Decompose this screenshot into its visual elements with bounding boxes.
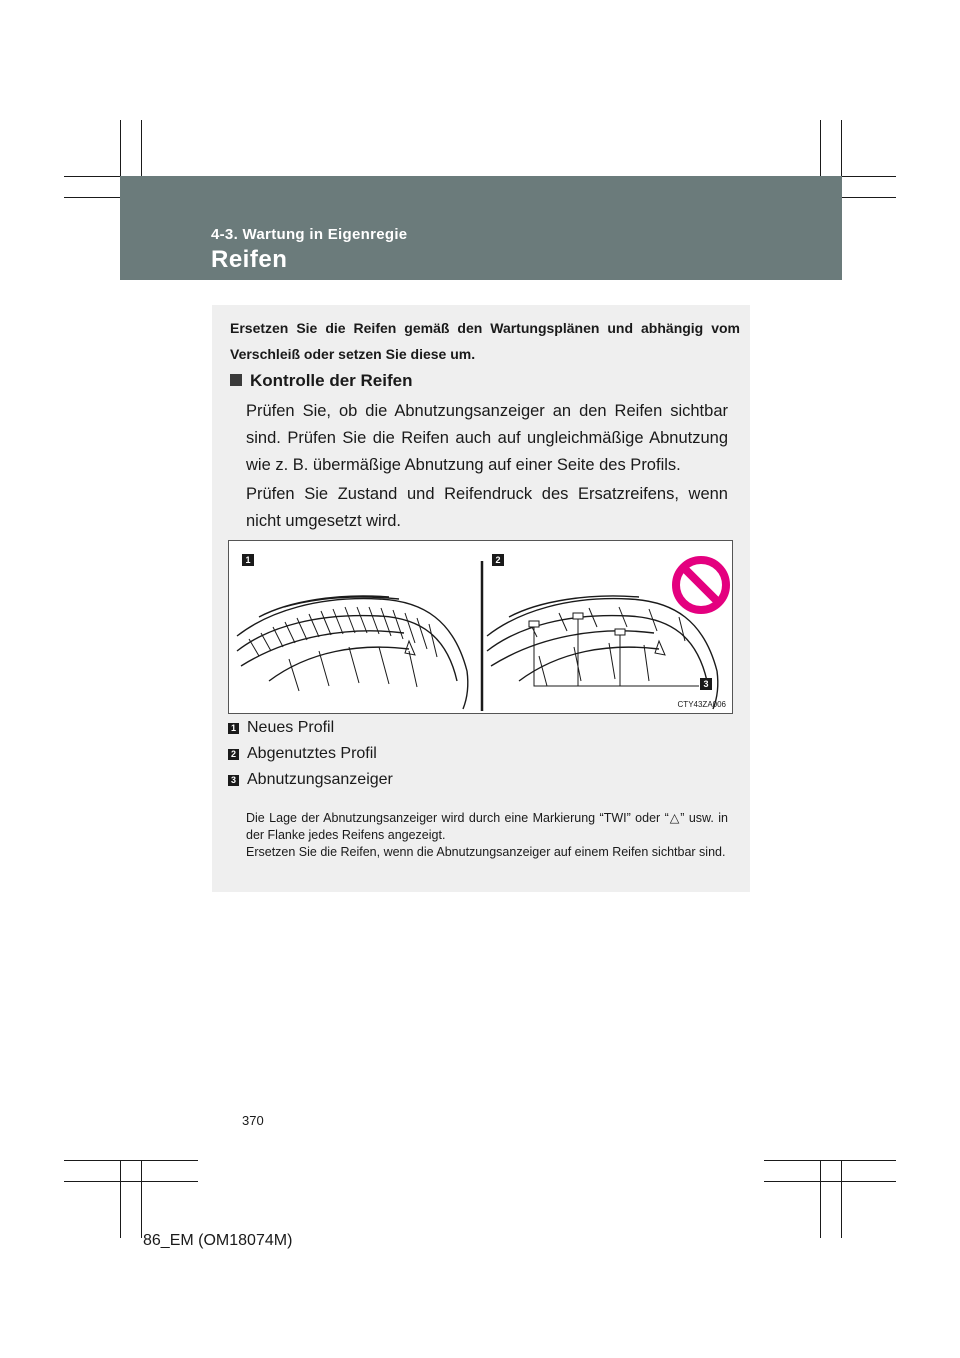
no-entry-icon — [676, 560, 726, 610]
crop-mark — [764, 1181, 896, 1182]
legend-label-1: Neues Profil — [247, 719, 335, 736]
page-number: 370 — [242, 1113, 264, 1128]
note-line-2: Ersetzen Sie die Reifen, wenn die Abnutzungsanzeiger auf einem Reifen sichtbar sind. — [246, 845, 726, 859]
document-code: 86_EM (OM18074M) — [143, 1232, 293, 1249]
twi-mark — [405, 641, 415, 655]
legend-item-1 — [228, 719, 334, 737]
crop-mark — [120, 1160, 121, 1238]
subheading — [230, 371, 412, 391]
paragraph-spare-tire: Prüfen Sie Zustand und Reifendruck des Ersatzreifens, wenn nicht umgesetzt wird. — [246, 485, 728, 530]
crop-mark — [764, 1160, 896, 1161]
indicator-leader — [534, 627, 699, 686]
crop-mark — [841, 1160, 842, 1238]
intro-text: Ersetzen Sie die Reifen gemäß den Wartungsplänen und abhängig vom Verschleiß oder setzen Sie diese um. — [230, 320, 740, 362]
callout-1: 1 — [245, 555, 251, 565]
content-panel — [212, 305, 750, 892]
legend-label-2: Abgenutztes Profil — [247, 745, 377, 762]
crop-mark — [64, 1160, 198, 1161]
paragraph-tire-check: Prüfen Sie, ob die Abnutzungsanzeiger an den Reifen sichtbar sind. Prüfen Sie die Reifen auch auf ungleichmäßige Abnutzung wie z. B. übermäßige Abnutzung auf einer Seite des Profils. — [246, 402, 728, 474]
tire-drawing — [229, 541, 732, 713]
legend-num-1: 1 — [228, 723, 239, 734]
legend-num-2: 2 — [228, 749, 239, 760]
figure-code: CTY43ZA006 — [677, 700, 726, 709]
worn-tread-tire — [487, 596, 718, 709]
header-banner — [120, 176, 842, 280]
new-tread-tire — [237, 596, 468, 709]
page-title: Reifen — [211, 246, 288, 273]
note-line-1: Die Lage der Abnutzungsanzeiger wird durch eine Markierung “TWI” oder “△” usw. in der Flanke jedes Reifens angezeigt. — [246, 811, 728, 842]
legend-item-2 — [228, 745, 377, 763]
legend-label-3: Abnutzungsanzeiger — [247, 771, 393, 788]
wear-indicator-note — [246, 810, 728, 861]
square-bullet-icon — [230, 374, 242, 386]
section-title: 4-3. Wartung in Eigenregie — [211, 226, 408, 243]
legend-num-3: 3 — [228, 775, 239, 786]
legend-item-3 — [228, 771, 393, 789]
crop-mark — [820, 1160, 821, 1238]
crop-mark — [64, 1181, 198, 1182]
tire-tread-illustration — [228, 540, 733, 714]
callout-2: 2 — [495, 555, 501, 565]
subheading-label: Kontrolle der Reifen — [250, 371, 413, 390]
callout-3: 3 — [703, 679, 709, 689]
crop-mark — [141, 1160, 142, 1238]
